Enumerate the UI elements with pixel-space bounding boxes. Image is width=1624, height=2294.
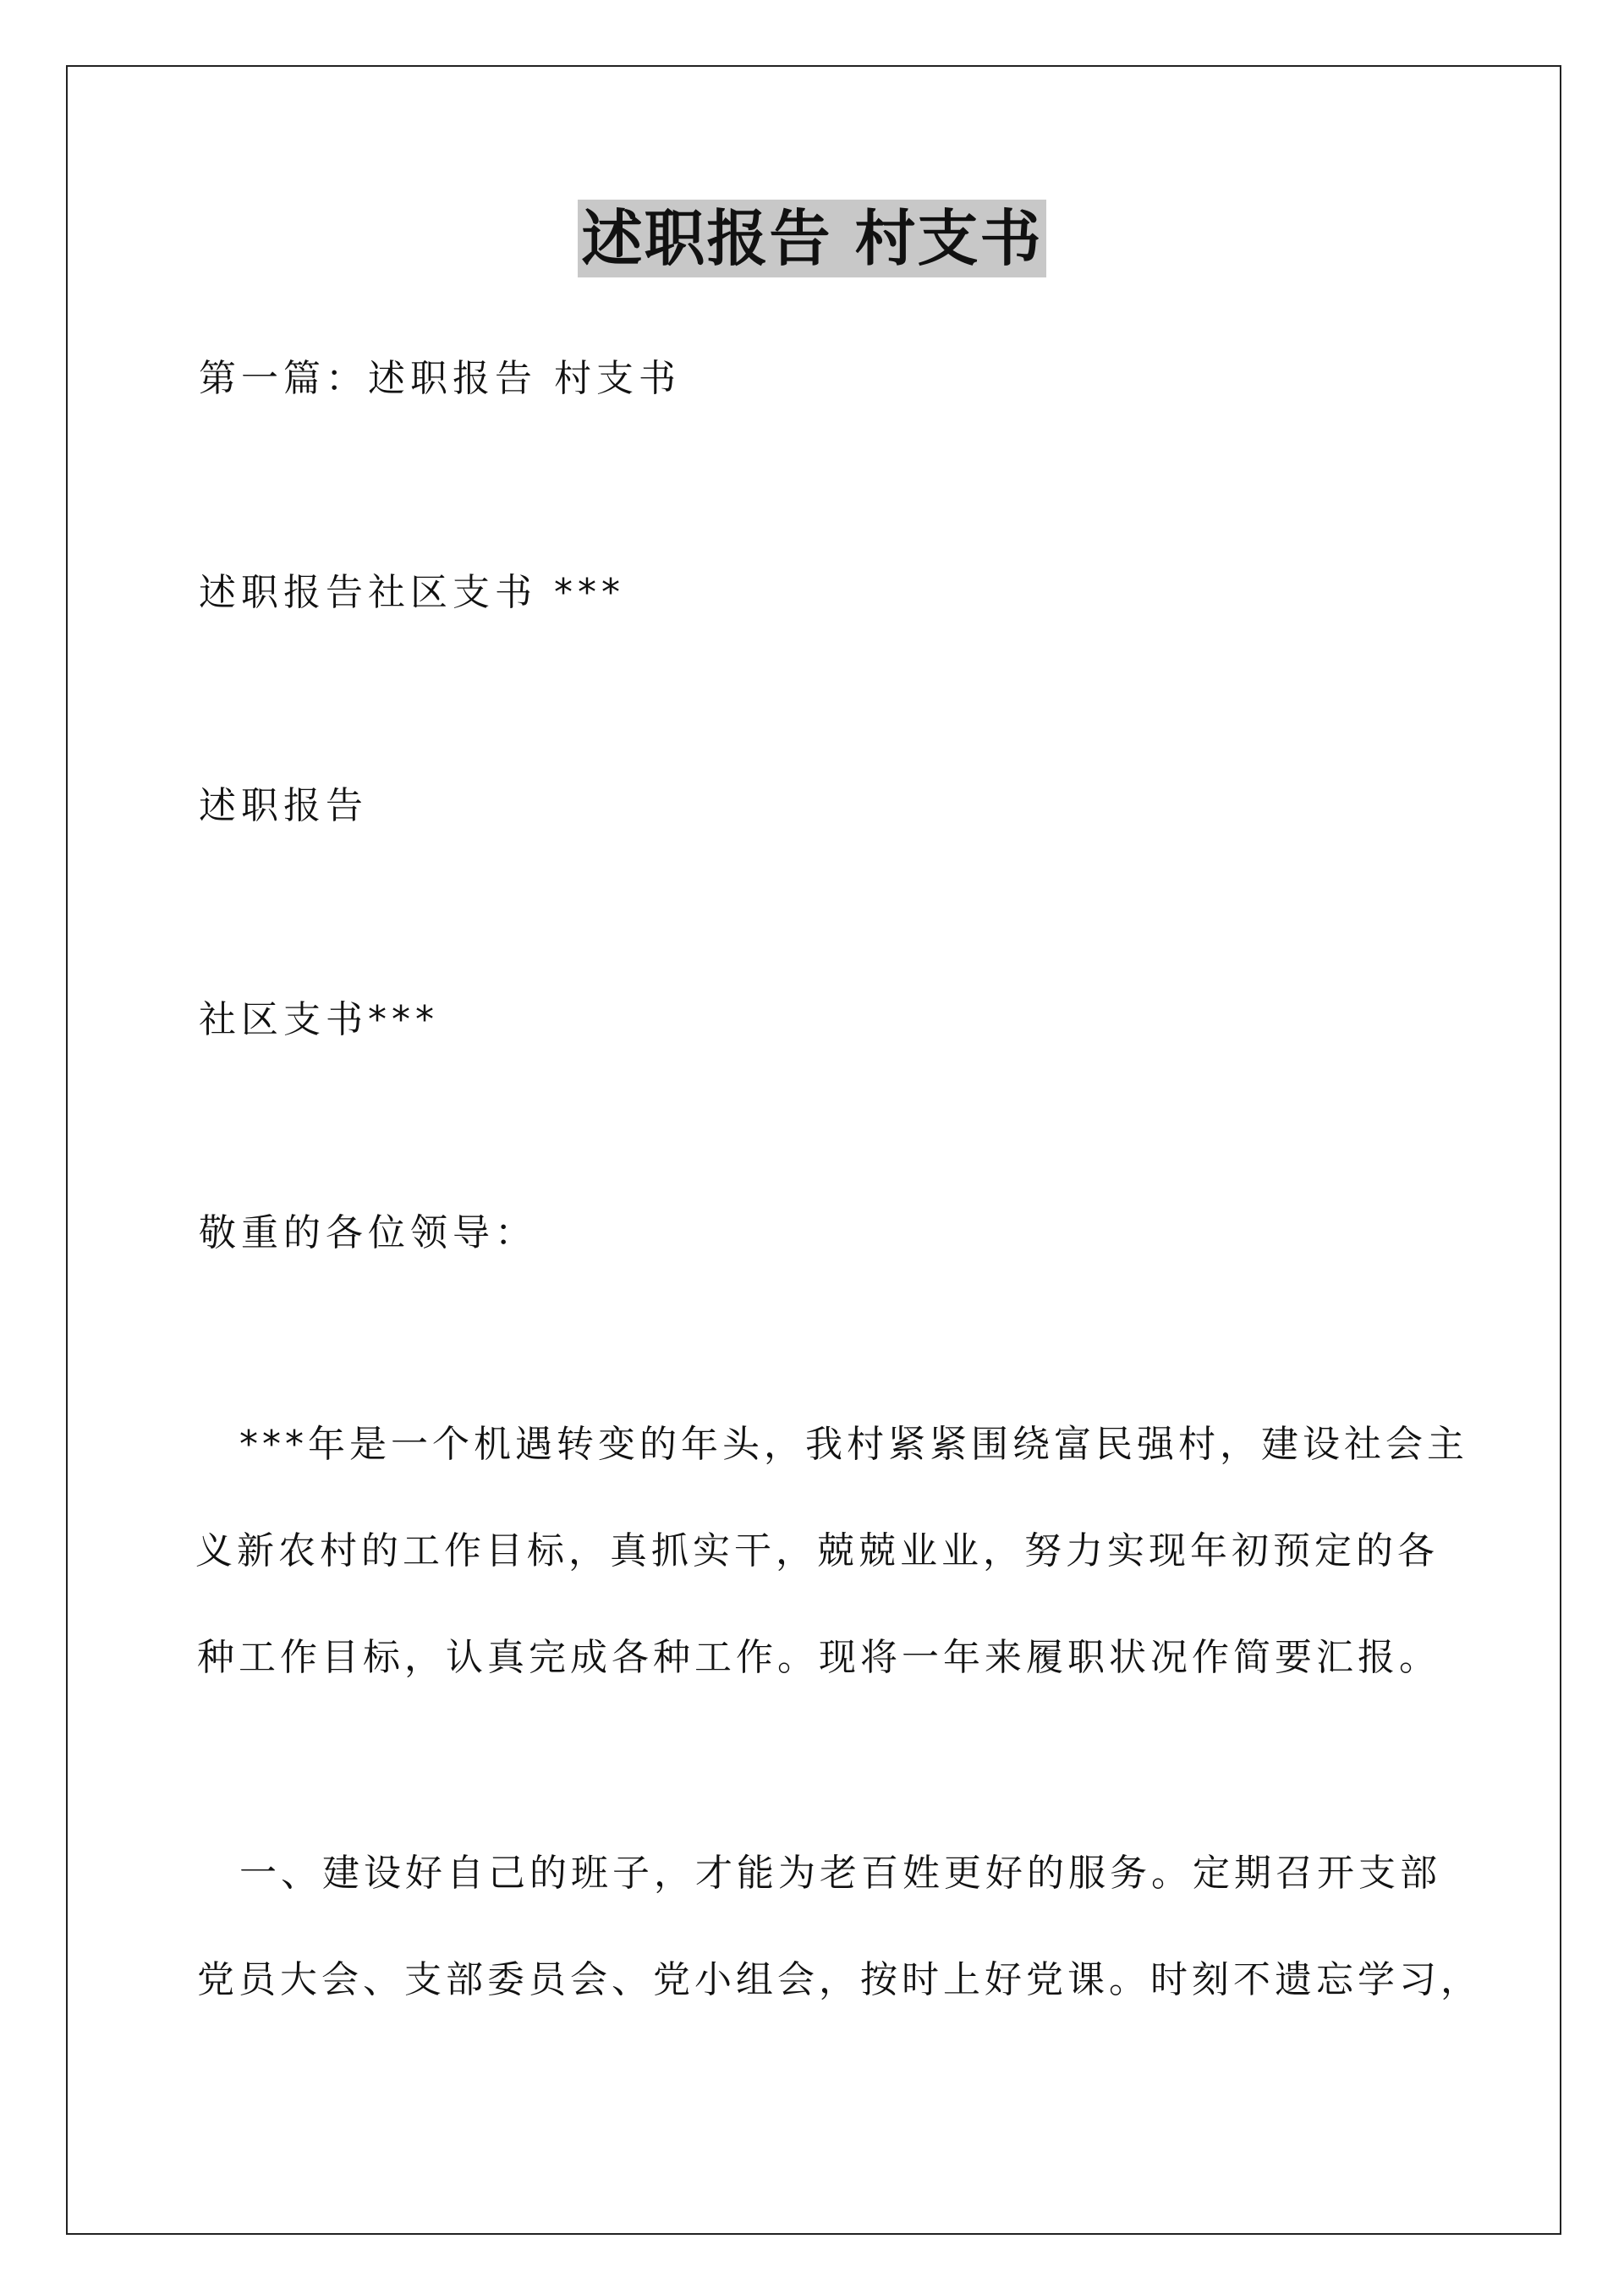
author-line: 社区支书*** (199, 998, 439, 1041)
section-heading: 第一篇：述职报告 村支书 (199, 357, 681, 400)
report-subtitle: 述职报告社区支书 *** (199, 571, 625, 614)
document-title: 述职报告 村支书 (578, 200, 1045, 277)
paragraph-2-row: 一、建设好自己的班子，才能为老百姓更好的服务。定期召开支部 (239, 1852, 1441, 1895)
report-heading: 述职报告 (199, 784, 368, 827)
paragraph-1 (195, 1421, 1468, 1741)
paragraph-2 (197, 1850, 1482, 2063)
paragraph-1-row: 种工作目标，认真完成各种工作。现将一年来履职状况作简要汇报。 (197, 1636, 1440, 1679)
paragraph-1-row: ***年是一个机遇转变的年头，我村紧紧围绕富民强村，建设社会主 (239, 1423, 1468, 1466)
paragraph-1-row: 义新农村的工作目标，真抓实干，兢兢业业，努力实现年初预定的各 (195, 1529, 1439, 1572)
paragraph-2-row: 党员大会、支部委员会、党小组会，按时上好党课。时刻不遗忘学习， (197, 1958, 1482, 2001)
title-container (0, 200, 1624, 277)
salutation: 敬重的各位领导： (199, 1211, 537, 1254)
